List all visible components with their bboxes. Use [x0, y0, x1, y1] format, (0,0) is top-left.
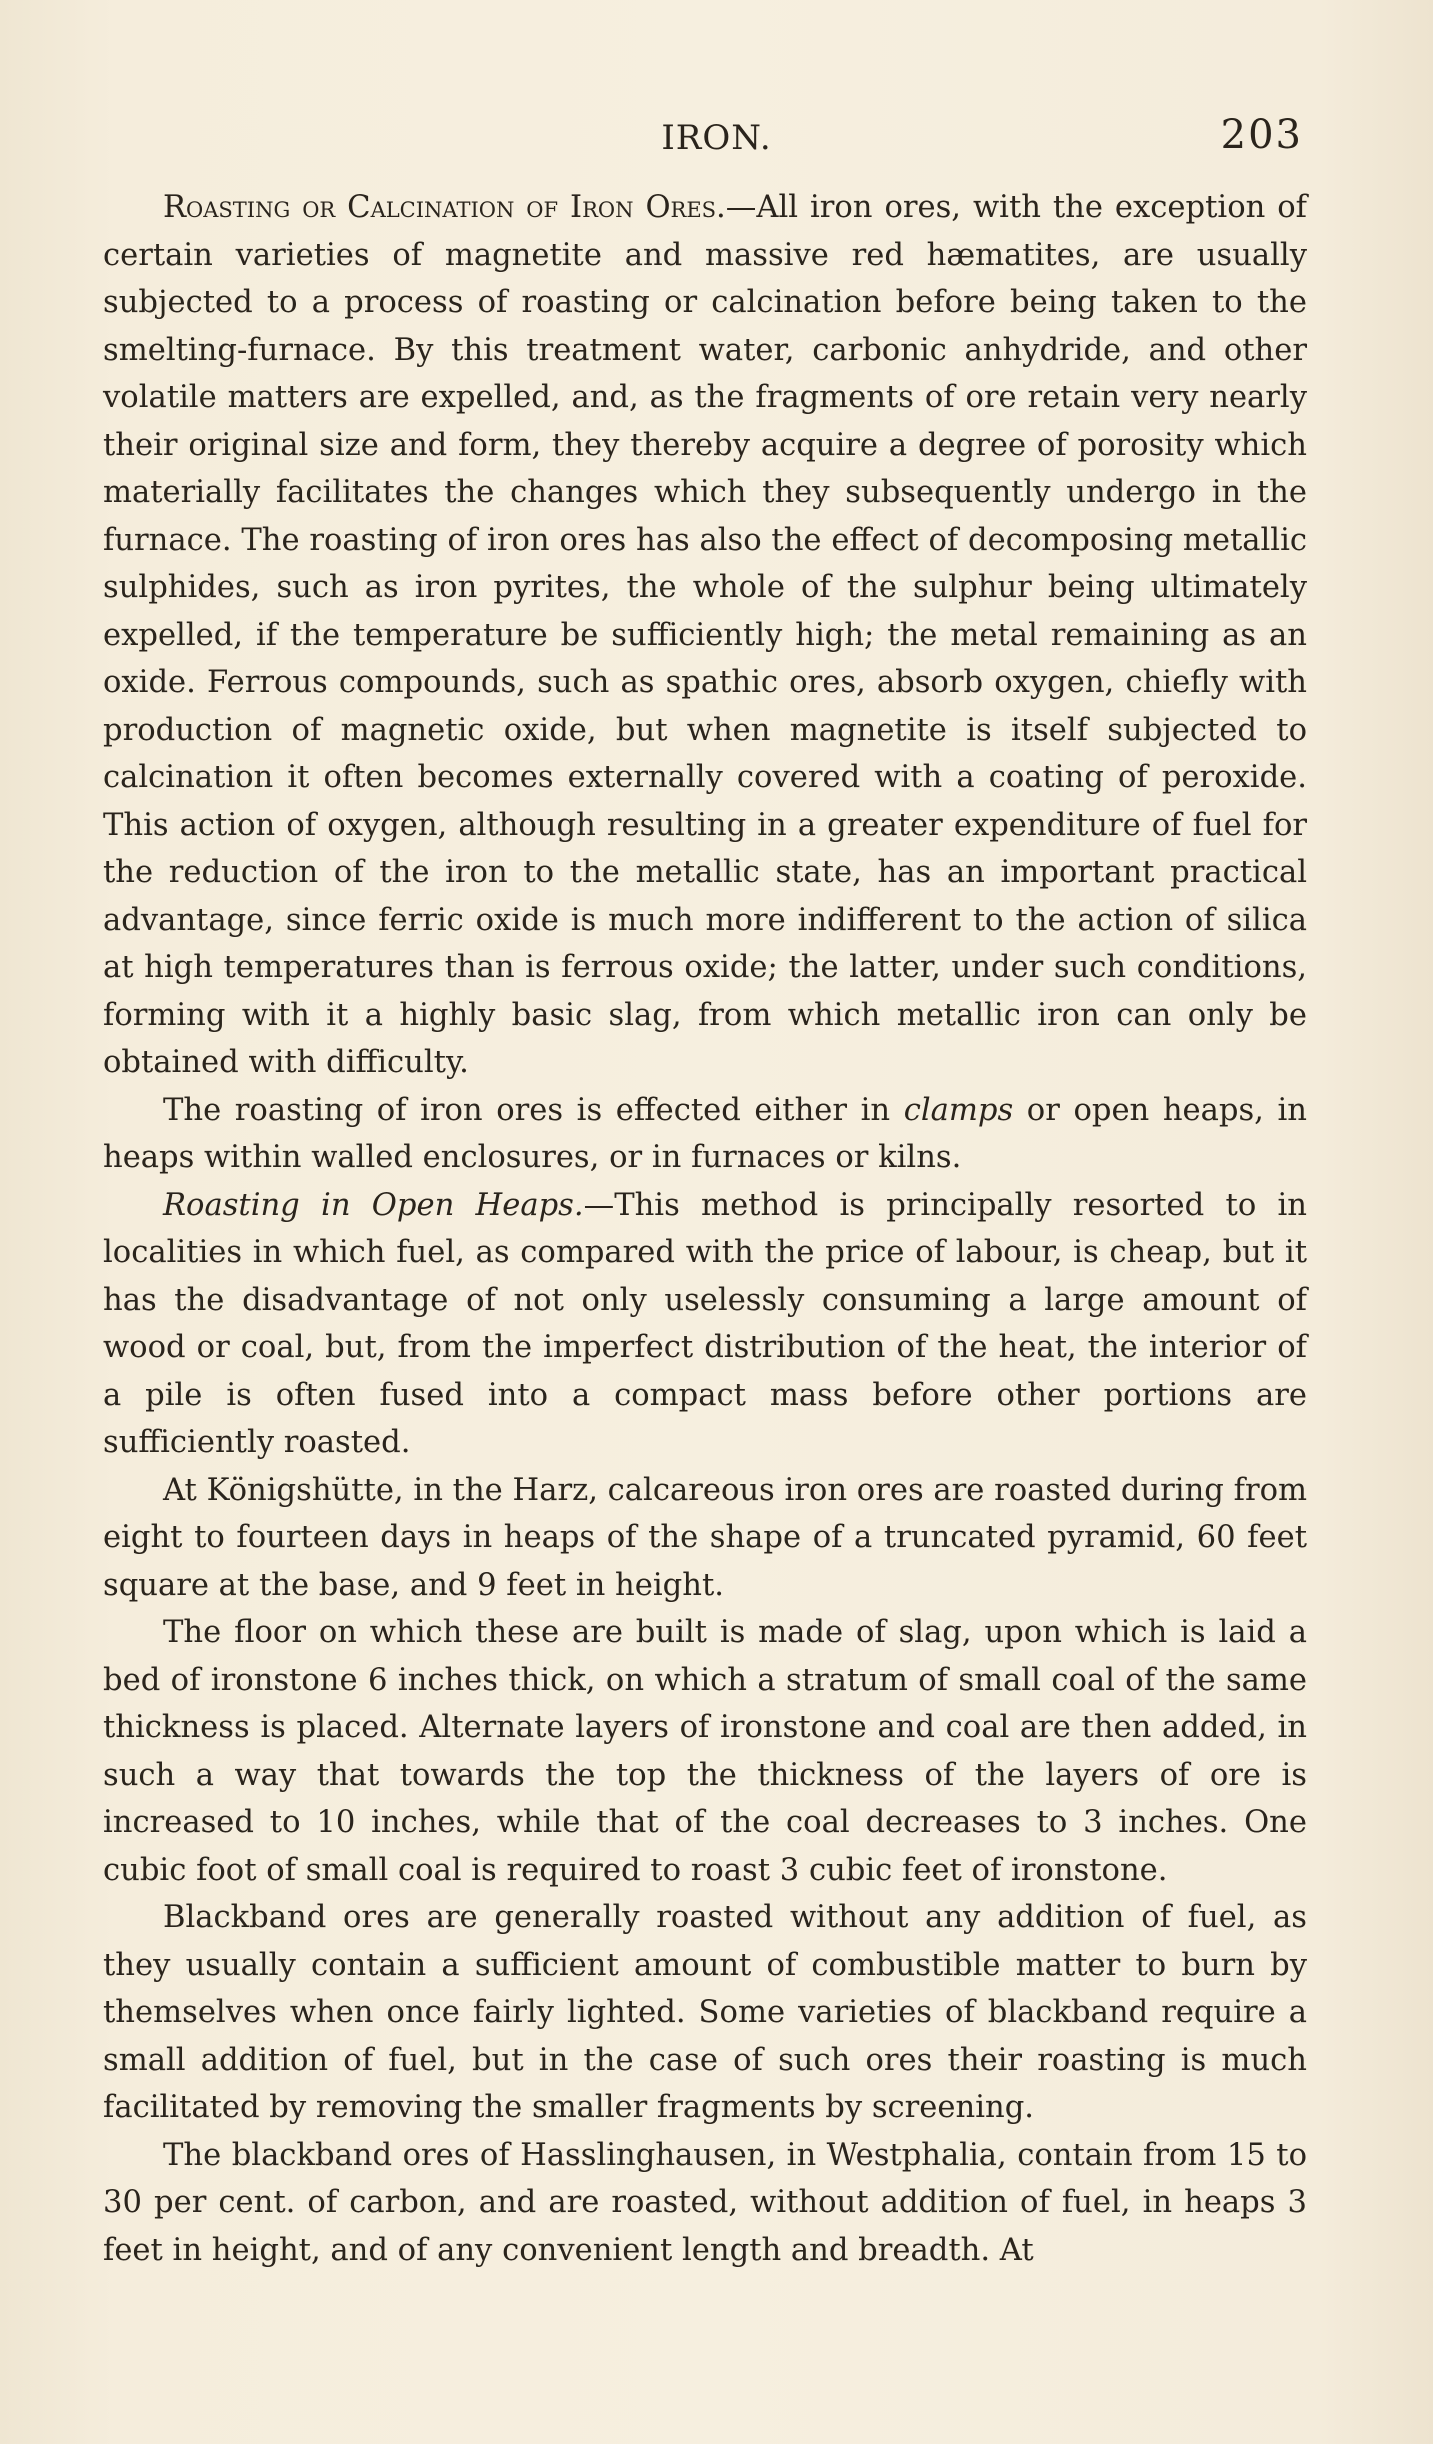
page-header	[0, 112, 1433, 172]
paragraph-konigshutte: At Königshütte, in the Harz, calcareous iron ores are roasted during from eight to fourteen days in heaps of the shape of a truncated pyramid, 60 feet square at the base, and 9 feet in height.	[103, 1472, 1307, 1603]
paragraph-text: The roasting of iron ores is effected either in	[163, 1092, 904, 1128]
subsection-heading: Roasting in Open Heaps.	[163, 1187, 584, 1223]
paragraph-text: —This method is principally resorted to in localities in which fuel, as compared with the price of labour, is cheap, but it has the disadvantage of not only uselessly consuming a large amount of wood or coal, but, from the imperfect distribution of the heat, the interior of a pile is often fused into a compact mass before other portions are sufficiently roasted.	[103, 1187, 1307, 1460]
paragraph-hasslinghausen: The blackband ores of Hasslinghausen, in Westphalia, contain from 15 to 30 per cent. of carbon, and are roasted, without addition of fuel, in heaps 3 feet in height, and of any convenient length and breadth. At	[103, 2137, 1307, 2268]
paragraph-blackband: Blackband ores are generally roasted without any addition of fuel, as they usually contain a sufficient amount of combustible matter to burn by themselves when once fairly lighted. Some varieties of blackband require a small addition of fuel, but in the case of such ores their roasting is much facilitated by removing the smaller fragments by screening.	[103, 1900, 1307, 2125]
paragraph-roasting-methods	[103, 1087, 1307, 1182]
italic-term: clamps	[903, 1092, 1014, 1128]
paragraph-roasting-intro	[103, 184, 1307, 1087]
paragraph-text: —All iron ores, with the exception of certain varieties of magnetite and massive red hæmatites, are usually subjected to a process of roasting or calcination before being taken to the smelting-furnace. By this treatment water, carbonic anhydride, and other volatile matters are expelled, and, as the fragments of ore retain very nearly their original size and form, they thereby acquire a degree of porosity which materially facilitates the changes which they subsequently undergo in the furnace. The roasting of iron ores has also the effect of decomposing metallic sulphides, such as iron pyrites, the whole of the sulphur being ultimately expelled, if the temperature be sufficiently high; the metal remaining as an oxide. Ferrous compounds, such as spathic ores, absorb oxygen, chiefly with production of magnetic oxide, but when magnetite is itself subjected to calcination it often becomes externally covered with a coating of peroxide. This action of oxygen, although resulting in a greater expenditure of fuel for the reduction of the iron to the metallic state, has an important practical advantage, since ferric oxide is much more indifferent to the action of silica at high temperatures than is ferrous oxide; the latter, under such conditions, forming with it a highly basic slag, from which metallic iron can only be obtained with difficulty.	[103, 190, 1307, 1080]
paragraph-open-heaps	[103, 1182, 1307, 1467]
paragraph-text: or open heaps, in heaps within walled enclosures, or in furnaces or kilns.	[103, 1092, 1307, 1175]
page-number: 203	[1220, 112, 1303, 158]
paragraph-floor: The floor on which these are built is made of slag, upon which is laid a bed of ironstone 6 inches thick, on which a stratum of small coal of the same thickness is placed. Alternate layers of ironstone and coal are then added, in such a way that towards the top the thickness of the layers of ore is increased to 10 inches, while that of the coal decreases to 3 inches. One cubic foot of small coal is required to roast 3 cubic feet of ironstone.	[103, 1615, 1307, 1888]
running-title: IRON.	[661, 118, 772, 158]
section-heading: Roasting or Calcination of Iron Ores.	[163, 190, 726, 225]
body-text	[103, 184, 1307, 2274]
